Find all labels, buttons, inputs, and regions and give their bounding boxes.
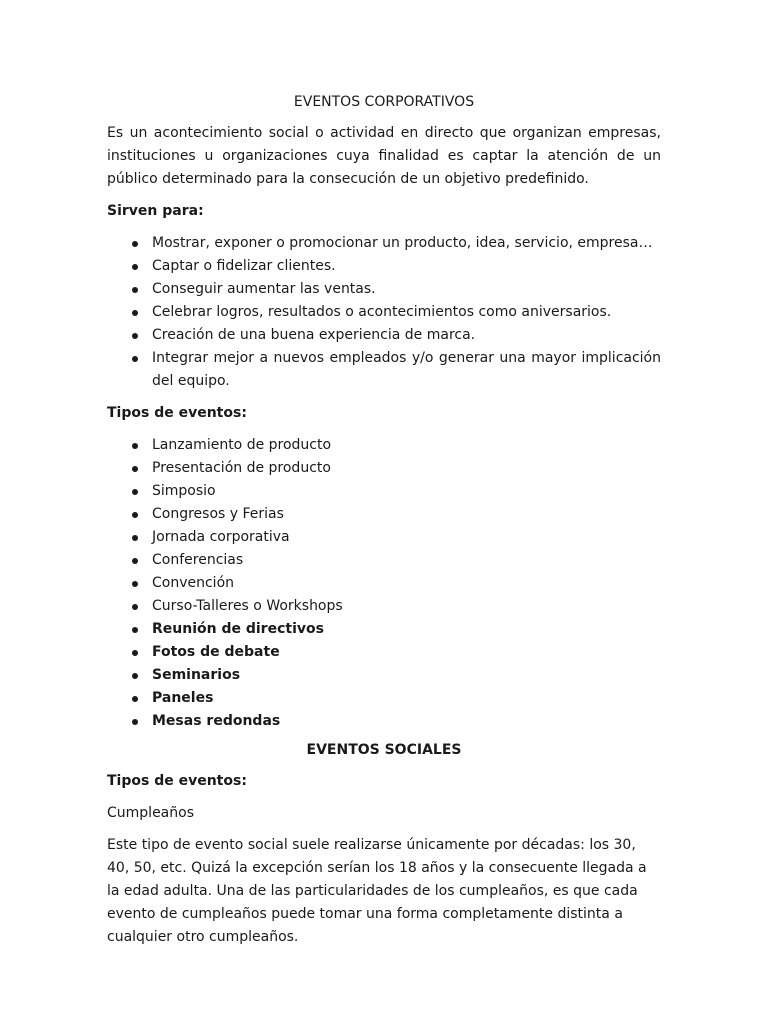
intro-paragraph: Es un acontecimiento social o actividad en directo que organizan empresas, instituciones u organizaciones cuya finalidad es captar la atención de un público determinado para la consecución de un objetivo predefinido. <box>107 125 661 187</box>
page-title-social: EVENTOS SOCIALES <box>306 742 462 758</box>
social-types-heading: Tipos de eventos: <box>107 773 247 789</box>
birthday-heading: Cumpleaños <box>107 805 194 821</box>
type-item: Paneles <box>152 687 661 710</box>
purpose-list <box>107 232 661 393</box>
type-item: Congresos y Ferias <box>152 503 661 526</box>
purpose-item: Mostrar, exponer o promocionar un producto, idea, servicio, empresa… <box>152 232 661 255</box>
page-title-corporate: EVENTOS CORPORATIVOS <box>293 94 475 110</box>
type-item: Jornada corporativa <box>152 526 661 549</box>
type-item: Curso-Talleres o Workshops <box>152 595 661 618</box>
type-item: Presentación de producto <box>152 457 661 480</box>
types-heading: Tipos de eventos: <box>107 405 247 421</box>
purpose-item: Integrar mejor a nuevos empleados y/o generar una mayor implicación del equipo. <box>152 347 661 393</box>
purpose-heading: Sirven para: <box>107 203 204 219</box>
type-item: Reunión de directivos <box>152 618 661 641</box>
type-item: Convención <box>152 572 661 595</box>
type-item: Mesas redondas <box>152 710 661 733</box>
type-item: Simposio <box>152 480 661 503</box>
purpose-item: Celebrar logros, resultados o acontecimientos como aniversarios. <box>152 301 661 324</box>
type-item: Conferencias <box>152 549 661 572</box>
birthday-paragraph: Este tipo de evento social suele realizarse únicamente por décadas: los 30, 40, 50, etc. Quizá la excepción serían los 18 años y la consecuente llegada a la edad adulta. Una de las particularidades de los cumpleaños, es que cada evento de cumpleaños puede tomar una forma completamente distinta a cualquier otro cumpleaños. <box>107 837 647 945</box>
types-list <box>107 434 661 733</box>
type-item: Lanzamiento de producto <box>152 434 661 457</box>
type-item: Seminarios <box>152 664 661 687</box>
type-item: Fotos de debate <box>152 641 661 664</box>
purpose-item: Conseguir aumentar las ventas. <box>152 278 661 301</box>
purpose-item: Creación de una buena experiencia de marca. <box>152 324 661 347</box>
purpose-item: Captar o fidelizar clientes. <box>152 255 661 278</box>
